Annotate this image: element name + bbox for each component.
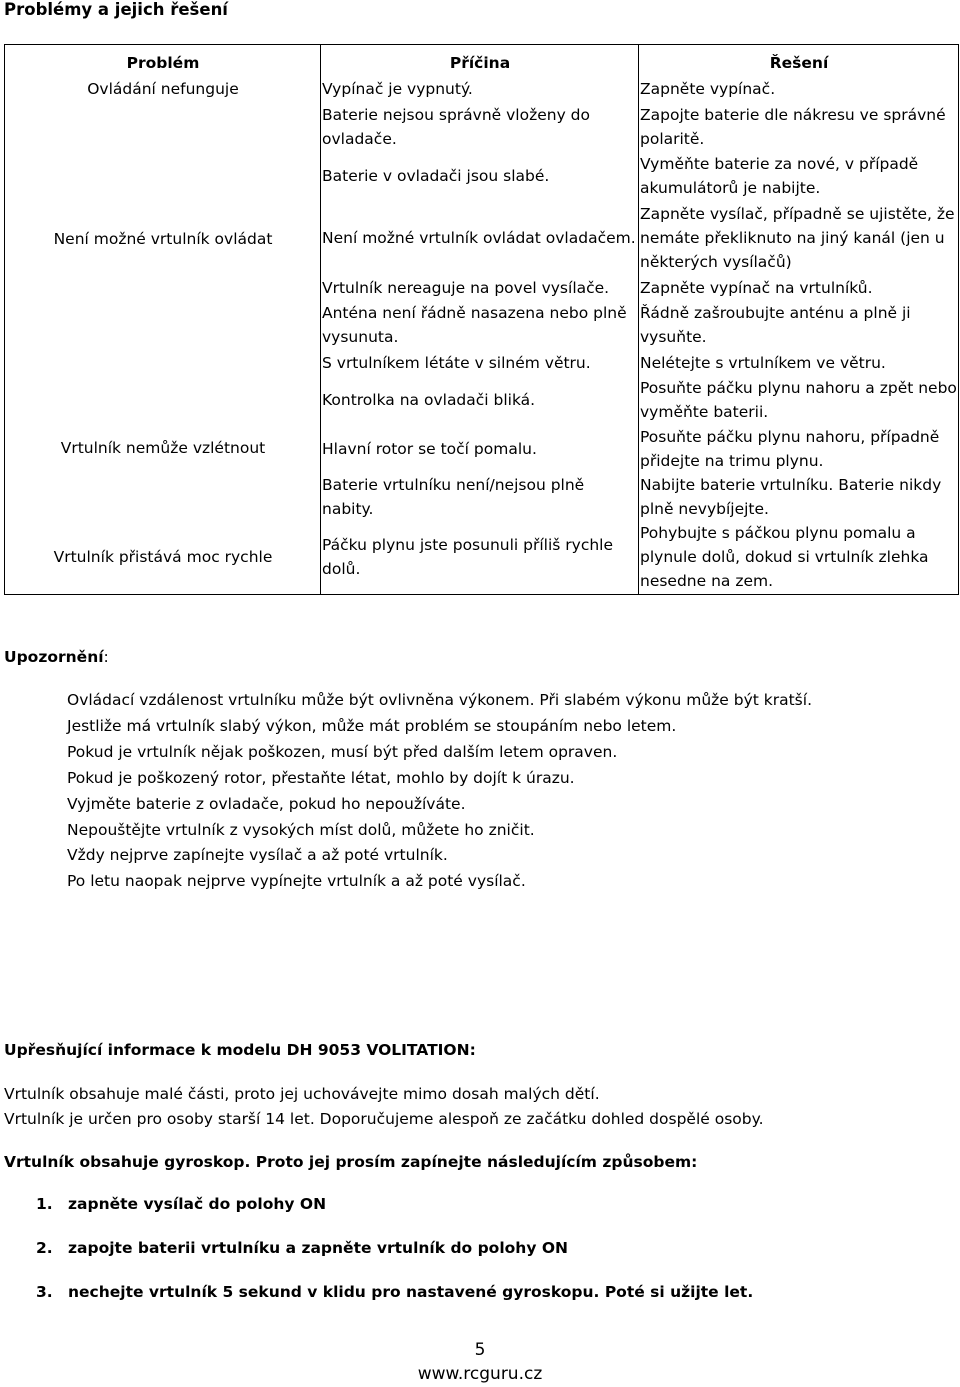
footer-url[interactable]: www.rcguru.cz [417, 1364, 543, 1384]
solution-cell: Řádně zašroubujte anténu a plně ji vysuňte. [639, 300, 959, 350]
solution-cell: Pohybujte s páčkou plynu pomalu a plynule dolů, dokud si vrtulník zlehka nesedne na zem. [639, 521, 959, 594]
model-info-heading: Upřesňující informace k modelu DH 9053 VOLITATION: [4, 1041, 476, 1059]
list-item: Pokud je poškozený rotor, přestaňte létat, mohlo by dojít k úrazu. [67, 768, 575, 787]
solution-cell: Zapojte baterie dle nákresu ve správné polaritě. [639, 102, 959, 151]
cause-cell: S vrtulníkem létáte v silném větru. [321, 350, 639, 375]
table-row [5, 375, 959, 424]
model-info-line: Vrtulník obsahuje malé části, proto jej uchovávejte mimo dosah malých dětí. [4, 1085, 600, 1103]
gyro-heading: Vrtulník obsahuje gyroskop. Proto jej prosím zapínejte následujícím způsobem: [4, 1153, 698, 1171]
model-info-text [4, 1082, 764, 1132]
step-text: nechejte vrtulník 5 sekund v klidu pro nastavené gyroskopu. Poté si užijte let. [68, 1283, 754, 1301]
solution-cell: Nabijte baterie vrtulníku. Baterie nikdy plně nevybíjejte. [639, 473, 959, 521]
page-heading: Problémy a jejich řešení [4, 0, 228, 19]
step-item [36, 1280, 753, 1324]
cause-cell: Anténa není řádně nasazena nebo plně vysunuta. [321, 300, 639, 350]
step-text: zapojte baterii vrtulníku a zapněte vrtulník do polohy ON [68, 1239, 568, 1257]
warning-list [67, 688, 812, 895]
table-header-row [5, 45, 959, 76]
cause-cell: Vrtulník nereaguje na povel vysílače. [321, 275, 639, 300]
cause-cell: Páčku plynu jste posunuli příliš rychle dolů. [321, 521, 639, 594]
solution-cell: Zapněte vysílač, případně se ujistěte, že nemáte překliknuto na jiný kanál (jen u některých vysílačů) [639, 200, 959, 275]
solution-cell: Vyměňte baterie za nové, v případě akumulátorů je nabijte. [639, 151, 959, 200]
cause-cell: Baterie nejsou správně vloženy do ovladače. [321, 102, 639, 151]
list-item: Po letu naopak nejprve vypínejte vrtulník a až poté vysílač. [67, 872, 526, 891]
header-cause: Příčina [321, 45, 639, 76]
problem-cell: Není možné vrtulník ovládat [53, 229, 273, 248]
header-problem: Problém [126, 54, 200, 72]
step-number: 1. [36, 1195, 53, 1213]
cause-cell: Není možné vrtulník ovládat ovladačem. [321, 200, 639, 275]
cause-cell: Vypínač je vypnutý. [321, 75, 639, 102]
solution-cell: Nelétejte s vrtulníkem ve větru. [639, 350, 959, 375]
warning-label [4, 645, 109, 669]
list-item: Jestliže má vrtulník slabý výkon, může mát problém se stoupáním nebo letem. [67, 716, 677, 735]
cause-cell: Baterie vrtulníku není/nejsou plně nabity. [321, 473, 639, 521]
step-number: 3. [36, 1283, 53, 1301]
header-solution: Řešení [639, 45, 959, 76]
solution-cell: Posuňte páčku plynu nahoru a zpět nebo vyměňte baterii. [639, 375, 959, 424]
list-item: Pokud je vrtulník nějak poškozen, musí být před dalším letem opraven. [67, 742, 618, 761]
list-item: Nepouštějte vrtulník z vysokých míst dolů, můžete ho zničit. [67, 820, 535, 839]
model-info-line: Vrtulník je určen pro osoby starší 14 let. Doporučujeme alespoň ze začátku dohled dospělé osoby. [4, 1110, 764, 1128]
solution-cell: Zapněte vypínač. [639, 75, 959, 102]
page-number: 5 [474, 1340, 486, 1360]
step-item [36, 1236, 753, 1280]
table-row [5, 102, 959, 151]
problem-cell: Ovládání nefunguje [87, 79, 239, 98]
troubleshooting-table [4, 44, 959, 595]
problem-cell: Vrtulník nemůže vzlétnout [60, 439, 266, 457]
list-item: Vyjměte baterie z ovladače, pokud ho nepoužíváte. [67, 794, 466, 813]
table-row [5, 521, 959, 594]
warning-colon: : [103, 648, 109, 666]
gyro-steps [36, 1192, 753, 1324]
step-item [36, 1192, 753, 1236]
warning-title: Upozornění [4, 648, 104, 666]
problem-cell: Vrtulník přistává moc rychle [53, 548, 273, 567]
solution-cell: Zapněte vypínač na vrtulníků. [639, 275, 959, 300]
cause-cell: Baterie v ovladači jsou slabé. [321, 151, 639, 200]
solution-cell: Posuňte páčku plynu nahoru, případně přidejte na trimu plynu. [639, 424, 959, 473]
step-number: 2. [36, 1239, 53, 1257]
table-row [5, 75, 959, 102]
step-text: zapněte vysílač do polohy ON [68, 1195, 327, 1213]
cause-cell: Hlavní rotor se točí pomalu. [321, 424, 639, 473]
cause-cell: Kontrolka na ovladači bliká. [321, 375, 639, 424]
list-item: Vždy nejprve zapínejte vysílač a až poté vrtulník. [67, 846, 448, 865]
list-item: Ovládací vzdálenost vrtulníku může být ovlivněna výkonem. Při slabém výkonu může být kratší. [67, 691, 812, 709]
